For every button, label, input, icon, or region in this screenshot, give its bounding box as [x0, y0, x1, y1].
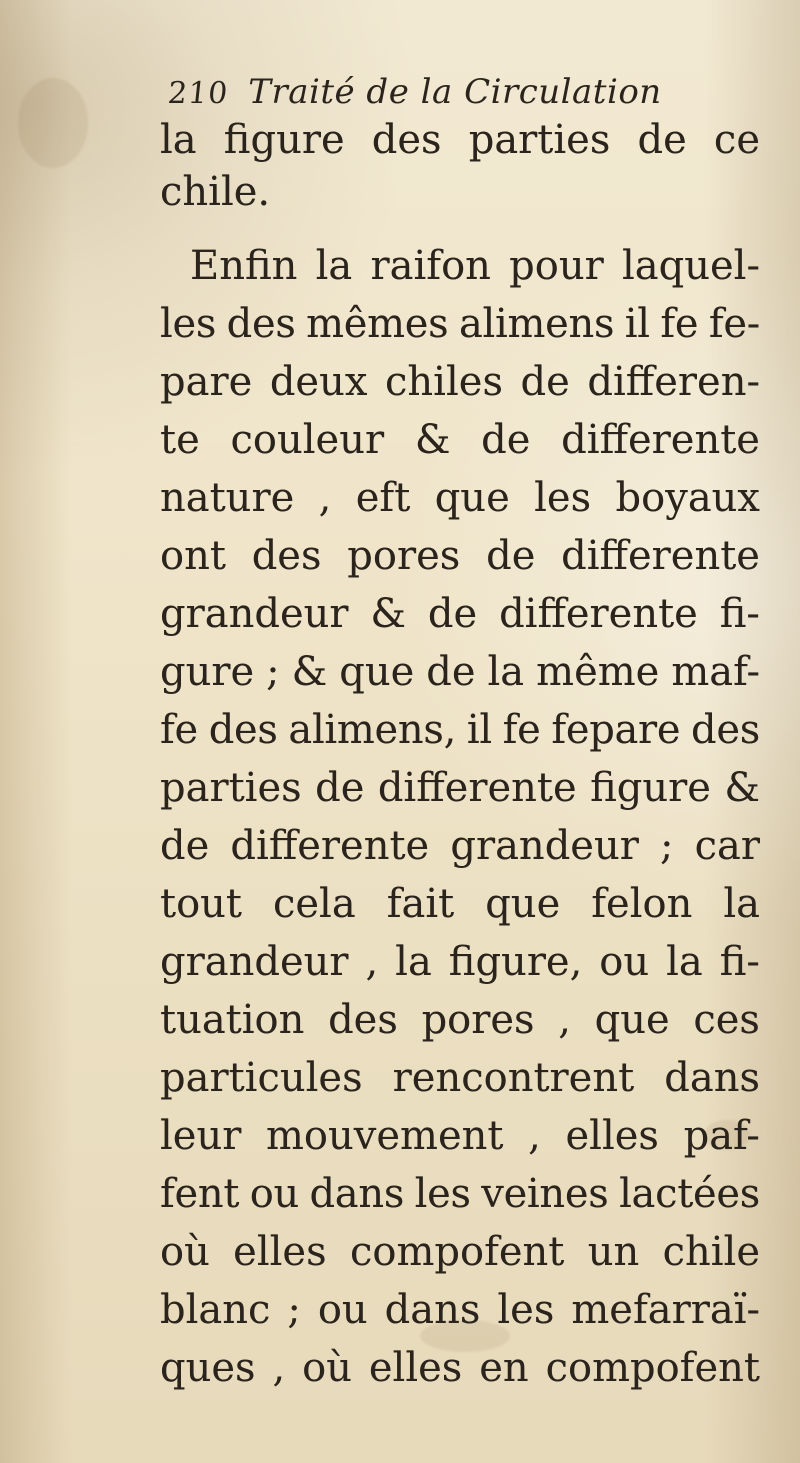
word: fe- — [708, 301, 760, 347]
text-line-14 — [160, 875, 760, 933]
word: compofent — [349, 1229, 565, 1275]
word: où — [160, 1229, 210, 1275]
word: de — [315, 765, 365, 811]
word: tuation — [160, 997, 305, 1043]
text-line-8 — [160, 527, 760, 585]
word: même — [536, 649, 660, 695]
word: elles — [233, 1229, 327, 1275]
word: elles — [368, 1345, 463, 1391]
word: , — [558, 997, 571, 1043]
word: la — [723, 881, 760, 927]
word: car — [694, 823, 760, 869]
word: ou — [317, 1287, 368, 1333]
word: les — [497, 1287, 555, 1333]
text-line-13 — [160, 817, 760, 875]
word: la — [395, 939, 432, 985]
word: mouvement — [266, 1113, 504, 1159]
word: dans — [309, 1171, 405, 1217]
word: differente — [561, 533, 760, 579]
word: ; — [660, 823, 674, 869]
word: pores — [421, 997, 535, 1043]
word: ont — [160, 533, 226, 579]
word: deux — [269, 359, 368, 405]
word: que — [434, 475, 510, 521]
word: ; — [287, 1287, 301, 1333]
word: la — [160, 117, 197, 163]
text-line-20 — [160, 1223, 760, 1281]
word: , — [365, 939, 379, 985]
word: figure, — [448, 939, 583, 985]
word: gure — [160, 649, 255, 695]
text-line-7 — [160, 469, 760, 527]
word: ques — [160, 1345, 256, 1391]
word: chile — [662, 1229, 760, 1275]
word: fent — [160, 1171, 240, 1217]
word: alimens — [458, 301, 615, 347]
word: la — [315, 243, 353, 289]
word: parties — [468, 117, 611, 163]
word: ce — [713, 117, 760, 163]
word: de — [481, 417, 531, 463]
word: il — [624, 301, 650, 347]
word: un — [587, 1229, 640, 1275]
word: rencontrent — [392, 1055, 635, 1101]
word: figure — [223, 117, 345, 163]
word: que — [339, 649, 415, 695]
word: de — [427, 591, 478, 637]
text-line-17 — [160, 1049, 760, 1107]
word: ; — [266, 649, 280, 695]
word: compofent — [545, 1345, 760, 1391]
word: & — [291, 649, 328, 695]
text-line-18 — [160, 1107, 760, 1165]
word: tout — [160, 881, 242, 927]
word: & — [724, 765, 760, 811]
word: fi- — [719, 939, 760, 985]
word: ces — [693, 997, 760, 1043]
word: grandeur — [160, 591, 349, 637]
word: mefarraï- — [571, 1287, 760, 1333]
word: elles — [565, 1113, 659, 1159]
text-line-3 — [190, 237, 760, 295]
word: alimens, — [288, 707, 457, 753]
word: des — [371, 117, 442, 163]
word: felon — [591, 881, 693, 927]
word: fe — [502, 707, 541, 753]
word: des — [328, 997, 398, 1043]
word: particules — [160, 1055, 363, 1101]
word: de — [426, 649, 476, 695]
text-line-16 — [160, 991, 760, 1049]
word: en — [479, 1345, 529, 1391]
word: , — [528, 1113, 541, 1159]
text-line-19 — [160, 1165, 760, 1223]
word: differente — [561, 417, 760, 463]
word: raifon — [370, 243, 491, 289]
word: boyaux — [615, 475, 760, 521]
word: maf- — [671, 649, 760, 695]
page-number: 210 — [166, 76, 231, 111]
word: pare — [160, 359, 253, 405]
word: de — [637, 117, 687, 163]
running-title: Traité de la Circulation — [248, 72, 662, 112]
word: differente — [499, 591, 698, 637]
word: des — [208, 707, 278, 753]
word: veines — [481, 1171, 609, 1217]
word: fi- — [719, 591, 760, 637]
word: ou — [249, 1171, 299, 1217]
word: Enfin — [190, 243, 298, 289]
word: couleur — [230, 417, 385, 463]
word: parties — [160, 765, 302, 811]
text-line-4 — [160, 295, 760, 353]
word: ou — [599, 939, 650, 985]
text-line-22 — [160, 1339, 760, 1397]
word: , — [318, 475, 332, 521]
text-line-9 — [160, 585, 760, 643]
word: fait — [386, 881, 455, 927]
word: pour — [509, 243, 604, 289]
text-line-11 — [160, 701, 760, 759]
text-line-2: chile. — [160, 169, 271, 215]
word: grandeur — [160, 939, 349, 985]
word: differente — [230, 823, 430, 869]
word: mêmes — [306, 301, 449, 347]
word: fe — [160, 707, 198, 753]
word: te — [160, 417, 200, 463]
word: differente — [377, 765, 577, 811]
word: des — [691, 707, 760, 753]
word: les — [414, 1171, 471, 1217]
word: fe — [660, 301, 699, 347]
word: differen- — [587, 359, 760, 405]
word: de — [160, 823, 210, 869]
text-line-12 — [160, 759, 760, 817]
word: grandeur — [450, 823, 639, 869]
word: laquel- — [621, 243, 760, 289]
word: dans — [384, 1287, 481, 1333]
word: figure — [590, 765, 711, 811]
word: les — [160, 301, 217, 347]
text-line-6 — [160, 411, 760, 469]
word: la — [666, 939, 703, 985]
word: les — [534, 475, 592, 521]
word: dans — [664, 1055, 760, 1101]
text-line-15 — [160, 933, 760, 991]
word: lactées — [619, 1171, 760, 1217]
main-text — [160, 111, 760, 1391]
word: , — [272, 1345, 286, 1391]
text-line-21 — [160, 1281, 760, 1339]
word: que — [485, 881, 561, 927]
text-line-10 — [160, 643, 760, 701]
word: pores — [347, 533, 461, 579]
word: la — [487, 649, 525, 695]
word: blanc — [160, 1287, 271, 1333]
word: de — [486, 533, 536, 579]
word: paf- — [683, 1113, 760, 1159]
word: où — [302, 1345, 352, 1391]
word: & — [414, 417, 451, 463]
word: de — [520, 359, 570, 405]
word: des — [251, 533, 322, 579]
word: fepare — [551, 707, 681, 753]
word: cela — [272, 881, 356, 927]
paper-stain — [18, 78, 88, 168]
word: eft — [355, 475, 411, 521]
word: des — [226, 301, 296, 347]
word: chiles — [385, 359, 503, 405]
word: & — [370, 591, 406, 637]
word: que — [594, 997, 670, 1043]
text-line-1 — [160, 111, 760, 169]
word: nature — [160, 475, 295, 521]
word: il — [466, 707, 492, 753]
text-line-5 — [160, 353, 760, 411]
word: leur — [160, 1113, 242, 1159]
